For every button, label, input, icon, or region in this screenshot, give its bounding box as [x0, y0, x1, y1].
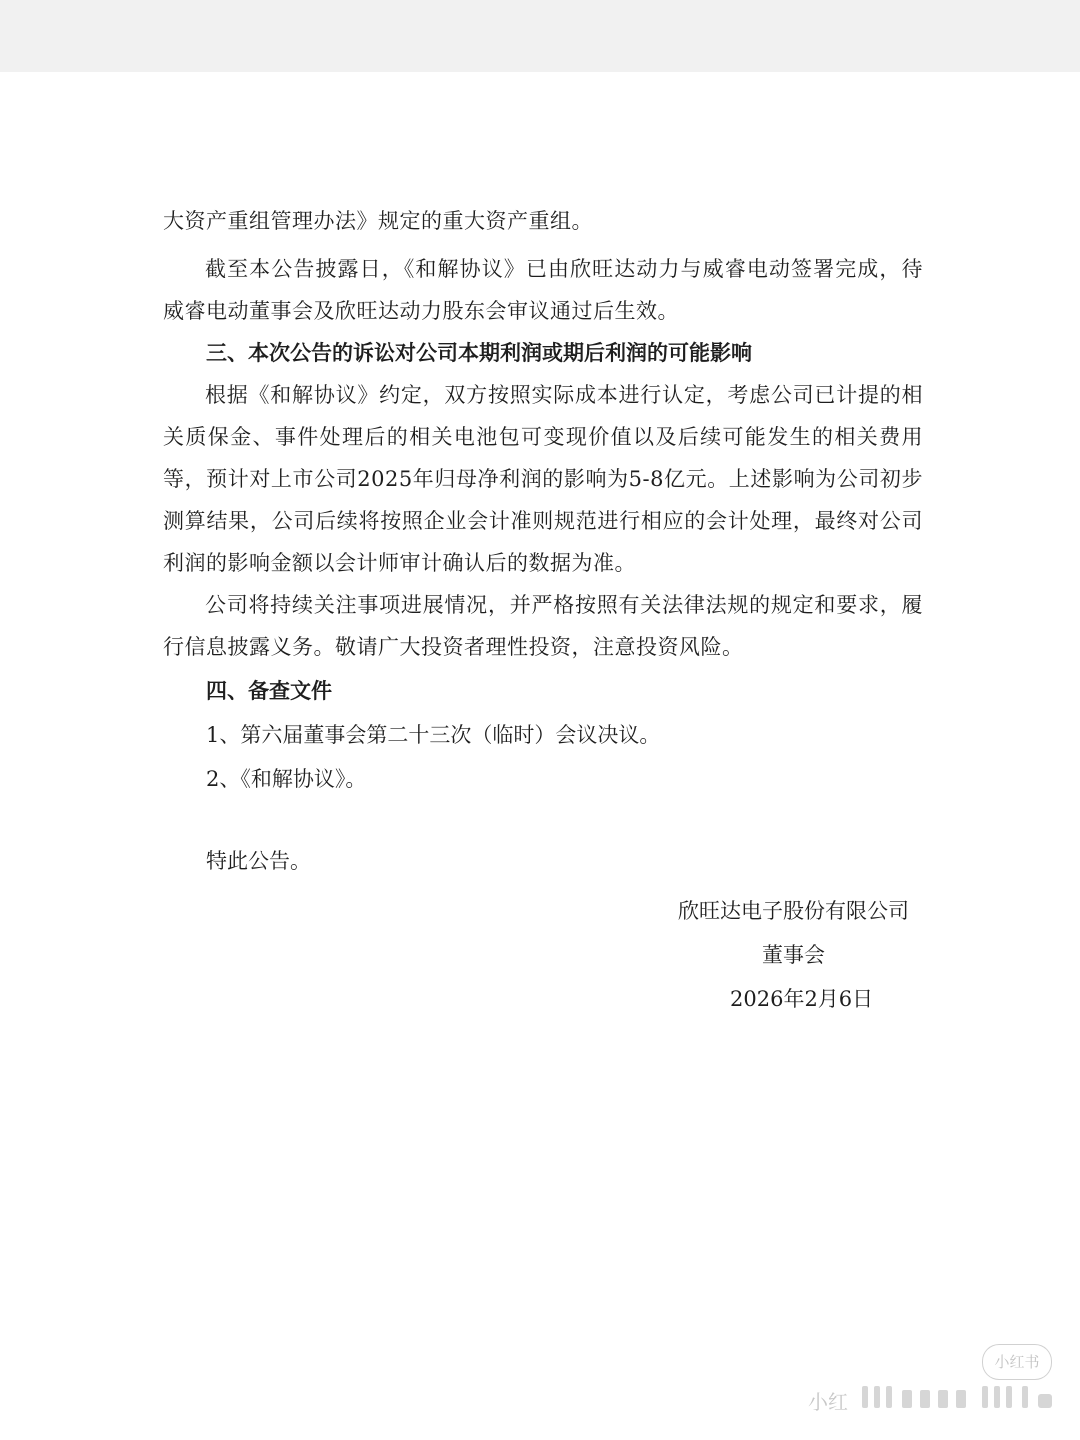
top-band — [0, 0, 1080, 66]
section-heading-reference-docs: 四、备查文件 — [206, 679, 332, 703]
closing-statement: 特此公告。 — [206, 849, 311, 873]
signature-company: 欣旺达电子股份有限公司 — [678, 899, 909, 923]
document-page — [0, 72, 1080, 1440]
paragraph-disclosure: 公司将持续关注事项进展情况，并严格按照有关法律法规的规定和要求，履行信息披露义务。敬请广大投资者理性投资，注意投资风险。 — [163, 593, 923, 659]
reference-item-2: 2、《和解协议》。 — [206, 767, 367, 791]
watermark-bars-icon — [862, 1384, 1062, 1410]
signature-board: 董事会 — [762, 943, 825, 967]
signature-date: 2026年2月6日 — [730, 987, 874, 1011]
paragraph-agreement-status: 截至本公告披露日，《和解协议》已由欣旺达动力与威睿电动签署完成，待威睿电动董事会及欣旺达动力股东会审议通过后生效。 — [163, 257, 923, 323]
reference-item-1: 1、第六届董事会第二十三次（临时）会议决议。 — [206, 723, 661, 747]
paragraph-profit-impact: 根据《和解协议》约定，双方按照实际成本进行认定，考虑公司已计提的相关质保金、事件处理后的相关电池包可变现价值以及后续可能发生的相关费用等，预计对上市公司2025年归母净利润的影响为5-8亿元。上述影响为公司初步测算结果，公司后续将按照企业会计准则规范进行相应的会计处理，最终对公司利润的影响金额以会计师审计确认后的数据为准。 — [163, 383, 923, 575]
section-heading-impact: 三、本次公告的诉讼对公司本期利润或期后利润的可能影响 — [206, 341, 752, 365]
paragraph-continuation: 大资产重组管理办法》规定的重大资产重组。 — [163, 209, 593, 233]
watermark-badge: 小红书 — [982, 1344, 1052, 1380]
watermark-text: 小红 — [808, 1390, 848, 1414]
